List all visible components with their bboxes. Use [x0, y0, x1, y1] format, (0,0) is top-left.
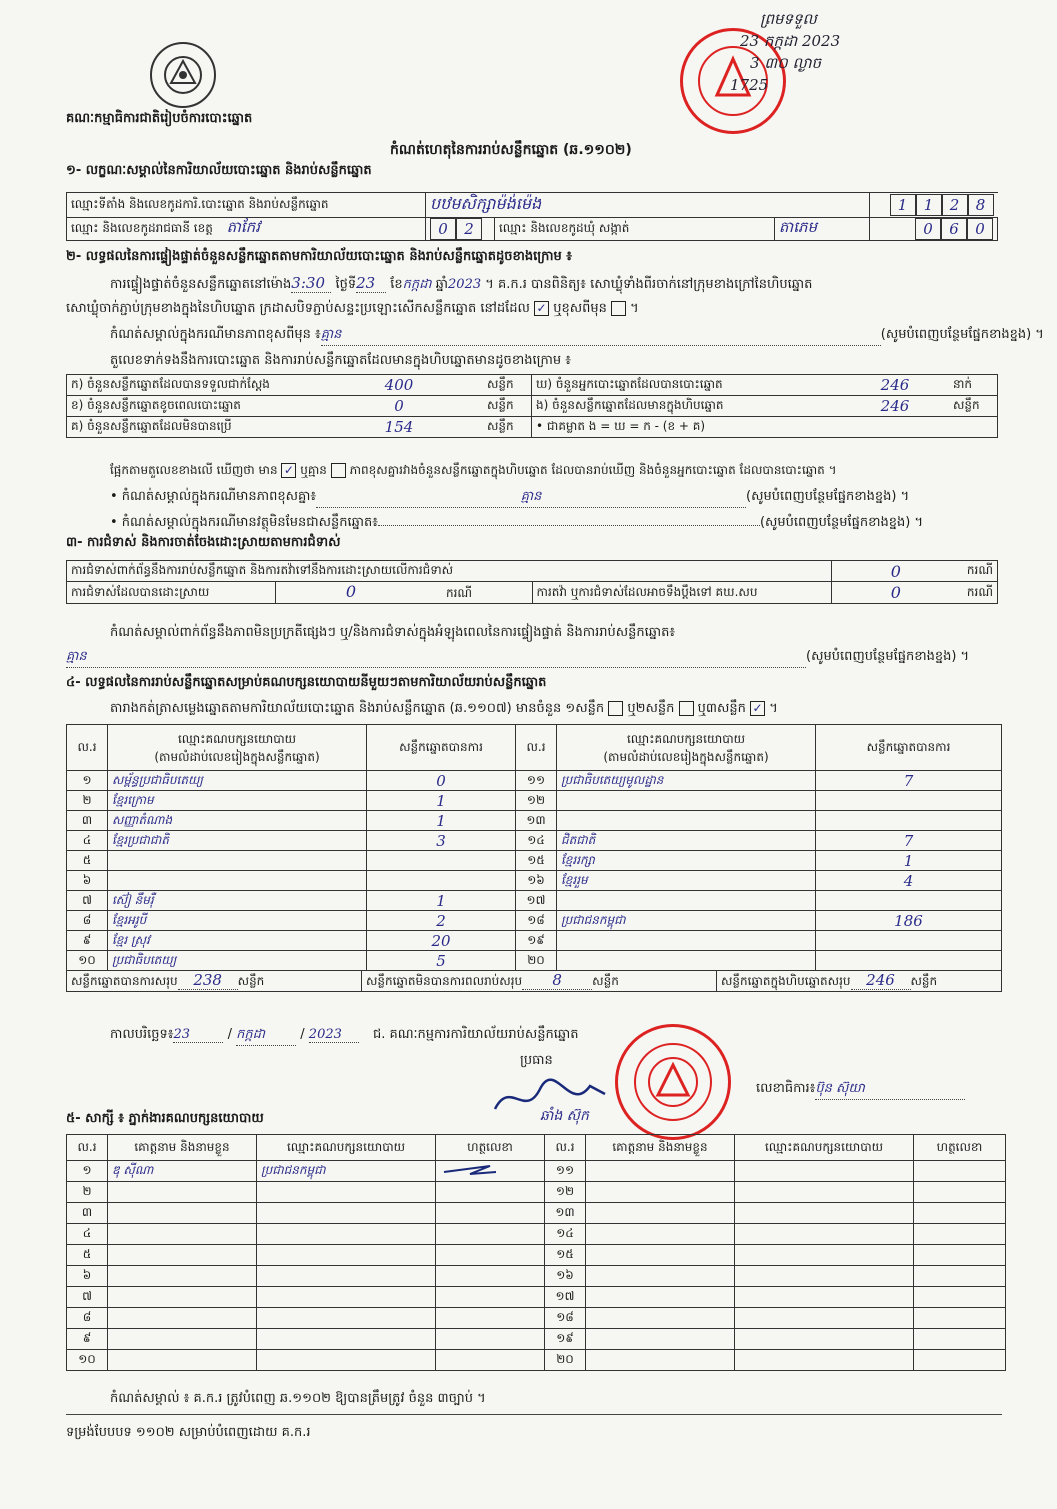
tally-table — [66, 374, 998, 438]
s3-note: កំណត់សម្គាល់ពាក់ព័ន្ធនឹងភាពមិនប្រក្រតីផ្សេងៗ ឬ/និងការជំទាស់ក្នុងអំឡុងពេលនៃការផ្ទៀងផ្ទាត់ និងការរាប់សន្លឹកឆ្នោត៖ — [110, 625, 676, 640]
party-votes: 7 — [816, 831, 1002, 851]
results-row — [67, 871, 1002, 891]
witness-party — [257, 1203, 436, 1224]
total-in-box: 246 — [851, 971, 911, 990]
party-name: ខ្មែរ ស្រុវ — [108, 931, 367, 951]
results-row — [67, 911, 1002, 931]
s4-intro: តារាងកត់ត្រាសម្លេងឆ្នោតតាមការិយាល័យបោះឆ្នោត និងរាប់សន្លឹកឆ្នោត (ឆ.១១០៧) មានចំនួន ១សន្លឹក ឬ២សន្លឹក ឬ៣សន្លឹក ✓ ។ — [110, 701, 778, 716]
row-number: ១១ — [545, 1161, 586, 1182]
row-number: ៧ — [67, 891, 108, 911]
witness-name — [586, 1224, 735, 1245]
stamp-line-3: 3 ៣០ ល្ងាច — [750, 54, 822, 72]
witness-name — [586, 1203, 735, 1224]
table-intro: តួលេខទាក់ទងនឹងការបោះឆ្នោត និងការរាប់សន្លឹកឆ្នោតដែលមានក្នុងហិបឆ្នោតមានដូចខាងក្រោម ៖ — [110, 353, 571, 368]
location-code — [869, 193, 998, 218]
party-votes: 1 — [367, 791, 516, 811]
row-number: ៥ — [67, 851, 108, 871]
one-sheet-checkbox[interactable] — [608, 701, 623, 716]
row-number: ១១ — [516, 771, 557, 791]
section-5-heading: ៥- សាក្សី ៖ ភ្នាក់ងារគណបក្សនយោបាយ — [66, 1111, 264, 1126]
witness-party — [257, 1287, 436, 1308]
results-row — [67, 811, 1002, 831]
witness-name — [586, 1287, 735, 1308]
party-name: ខ្មែររក្សា — [557, 851, 816, 871]
witness-signature — [914, 1224, 1006, 1245]
witness-signature — [914, 1245, 1006, 1266]
footer-divider — [66, 1414, 1002, 1415]
tally-value: 246 — [841, 396, 949, 417]
witness-name — [586, 1350, 735, 1371]
row-number: ១៩ — [516, 931, 557, 951]
total-valid: 238 — [178, 971, 238, 990]
witness-signature — [914, 1203, 1006, 1224]
section-1-heading: ១- លក្ខណៈសម្គាល់នៃការិយាល័យបោះឆ្នោត និងរាប់សន្លឹកឆ្នោត — [66, 163, 372, 178]
results-row — [67, 851, 1002, 871]
witness-signature — [914, 1287, 1006, 1308]
verify-line-1: ការផ្ទៀងផ្ទាត់ចំនួនសន្លឹកឆ្នោតនៅម៉ោង3:30 ថ្ងៃទី23 ខែកក្កដា ឆ្នាំ2023 ។ គ.ក.រ បានពិនិត្យ៖ សោឃ្លុំទាំងពីរចាក់នៅក្រុមខាងក្រៅនៃហិបឆ្នោត — [110, 274, 813, 292]
witness-row — [67, 1350, 1006, 1371]
witness-party — [735, 1161, 914, 1182]
row-number: ៣ — [67, 1203, 108, 1224]
party-name: ប្រជាធិបតេយ្យ — [108, 951, 367, 971]
party-votes — [367, 871, 516, 891]
commune-value: តាភេម — [774, 218, 869, 241]
party-votes — [367, 851, 516, 871]
witness-party — [735, 1182, 914, 1203]
row-number: ២០ — [545, 1350, 586, 1371]
witness-party — [735, 1224, 914, 1245]
total-invalid: 8 — [522, 971, 592, 990]
witness-row — [67, 1245, 1006, 1266]
row-number: ១២ — [516, 791, 557, 811]
party-votes — [816, 931, 1002, 951]
province-row — [67, 218, 426, 241]
row-number: ១២ — [545, 1182, 586, 1203]
party-name: ស៊ៀ នឹមរ៉ឺ — [108, 891, 367, 911]
bullet-objects: • កំណត់សម្គាល់ក្នុងករណីមានវត្ថុមិនមែនជាសន្លឹកឆ្នោត៖ (សូមបំពេញបន្ថែមផ្នែកខាងខ្នង) ។ — [110, 515, 924, 530]
secretary-line: លេខាធិការ៖ប៊ុន ស៊ុយា — [756, 1080, 965, 1100]
province-code: 0 2 — [426, 218, 495, 241]
witness-party — [735, 1350, 914, 1371]
party-votes: 186 — [816, 911, 1002, 931]
witness-party — [735, 1287, 914, 1308]
row-number: ១៧ — [516, 891, 557, 911]
verify-line-2: សោឃ្លុំចាក់ភ្ជាប់ក្រុមខាងក្នុងនៃហិបឆ្នោត ក្រដាសបិទភ្ជាប់សន្ទះប្រឡោះសើកសន្លឹកឆ្នោត នៅដដែល ✓ ឬខុសពីមុន ។ — [66, 301, 639, 316]
results-row — [67, 891, 1002, 911]
row-number: ១ — [67, 1161, 108, 1182]
row-number: ៧ — [67, 1287, 108, 1308]
org-name: គណៈកម្មាធិការជាតិរៀបចំការបោះឆ្នោត — [66, 111, 253, 126]
three-sheet-checkbox[interactable]: ✓ — [750, 701, 765, 716]
party-name — [557, 951, 816, 971]
witness-party: ប្រជាជនកម្ពុជា — [257, 1161, 436, 1182]
results-row — [67, 791, 1002, 811]
row-number: ១៣ — [545, 1203, 586, 1224]
witness-name — [108, 1266, 257, 1287]
code-digit: 1 — [916, 194, 942, 216]
witness-party — [257, 1224, 436, 1245]
verify-time: 3:30 — [291, 274, 331, 293]
code-digit: 2 — [942, 194, 968, 216]
compare-line: ផ្អែកតាមតួលេខខាងលើ ឃើញថា មាន ✓ ឬគ្មាន ភាពខុសគ្នារវាងចំនួនសន្លឹកឆ្នោតក្នុងហិបឆ្នោត ដែលបានរាប់ឃើញ និងចំនួនអ្នកបោះឆ្នោត ដែលបានបោះឆ្នោត ។ — [110, 463, 837, 477]
location-value: បឋមសិក្សាម៉ង់ម៉េង — [426, 193, 870, 218]
witness-row — [67, 1266, 1006, 1287]
witness-name — [108, 1203, 257, 1224]
code-digit: 8 — [968, 194, 994, 216]
row-number: ១៦ — [545, 1266, 586, 1287]
party-name — [557, 811, 816, 831]
witness-signature — [436, 1308, 545, 1329]
party-votes: 5 — [367, 951, 516, 971]
witness-name — [108, 1287, 257, 1308]
witness-row — [67, 1182, 1006, 1203]
office-seal — [615, 1024, 731, 1140]
row-number: ១០ — [67, 951, 108, 971]
row-number: ៥ — [67, 1245, 108, 1266]
witness-row — [67, 1287, 1006, 1308]
section-1-table — [66, 192, 998, 241]
results-table: ល.រ ឈ្មោះគណបក្សនយោបាយ (តាមលំដាប់លេខរៀងក្នុងសន្លឹកឆ្នោត) សន្លឹកឆ្នោតបានការ ល.រ ឈ្មោះគណបក្សនយោបាយ (តាមលំដាប់លេខរៀងក្នុងសន្លឹកឆ្នោត) សន្លឹកឆ្នោតបានការ ១ សម្ព័ន្ធប្រជាធិបតេយ្យ 0 ១១ ប្រជាធិបតេយ្យមូលដ្ឋាន 7 ២ ខ្មែរក្រោម 1 ១២ ៣ សញ្ញាតំណាង 1 ១៣ ៤ ខ្មែរប្រជាជាតិ 3 ១៤ ជិតជាតិ 7 ៥ ១៥ ខ្មែររក្សា 1 ៦ ១៦ ខ្មែររួម 4 ៧ ស៊ៀ នឹមរ៉ឺ 1 ១៧ ៨ ខ្មែរអរូបី 2 ១៨ ប្រជាជនកម្ពុជា 186 ៩ ខ្មែរ ស្រុវ 20 ១៩ ១០ ប្រជាធិបតេយ្យ 5 ២០ សន្លឹកឆ្នោតបានការសរុប 238 សន្លឹក សន្លឹកឆ្នោតមិនបានការពលរាប់សរុប 8 សន្លឹក សន្លឹកឆ្នោតក្នុងហិបឆ្នោតសរុប 246 សន្លឹក — [66, 724, 1002, 992]
party-votes: 20 — [367, 931, 516, 951]
difference-note-value: គ្មាន — [321, 326, 881, 346]
witness-signature — [436, 1203, 545, 1224]
date-line: កាលបរិច្ឆេទ៖23 / កក្កដា / 2023 ជ. គណៈកម្មការការិយាល័យរាប់សន្លឹកឆ្នោត — [110, 1026, 578, 1046]
party-name: សម្ព័ន្ធប្រជាធិបតេយ្យ — [108, 771, 367, 791]
stamp-line-4: 1725 — [730, 76, 769, 94]
party-name — [108, 871, 367, 891]
witness-party — [257, 1182, 436, 1203]
party-votes — [816, 951, 1002, 971]
witness-name — [586, 1161, 735, 1182]
stamp-handwriting — [730, 8, 841, 96]
commune-code: 0 6 0 — [869, 218, 998, 241]
witness-table: ល.រ គោត្តនាម និងនាមខ្លួន ឈ្មោះគណបក្សនយោបាយ ហត្ថលេខា ល.រ គោត្តនាម និងនាមខ្លួន ឈ្មោះគណបក្សនយោបាយ ហត្ថលេខា ១ ឌុ ស៊ីណា ប្រជាជនកម្ពុជា ១១ ២ ១២ ៣ ១៣ ៤ ១៤ ៥ ១៥ ៦ ១៦ ៧ ១៧ ៨ ១៨ ៩ ១៩ ១០ ២០ — [66, 1134, 1006, 1371]
party-name: ជិតជាតិ — [557, 831, 816, 851]
row-number: ១៤ — [516, 831, 557, 851]
witness-party — [735, 1266, 914, 1287]
witness-signature — [436, 1329, 545, 1350]
witness-row — [67, 1161, 1006, 1182]
row-number: ២ — [67, 791, 108, 811]
witness-signature — [436, 1266, 545, 1287]
tally-row: ខ) ចំនួនសន្លឹកឆ្នោតខូចពេលបោះឆ្នោត 0 សន្លឹក ង) ចំនួនសន្លឹកឆ្នោតដែលមានក្នុងហិបឆ្នោត 246 សន្លឹក — [67, 396, 998, 417]
row-number: ១០ — [67, 1350, 108, 1371]
row-number: ១៤ — [545, 1224, 586, 1245]
results-row — [67, 831, 1002, 851]
footer-text: ទម្រង់បែបបទ ១១០២ សម្រាប់បំពេញដោយ គ.ក.រ — [66, 1425, 311, 1440]
witness-row — [67, 1308, 1006, 1329]
tally-row: ក) ចំនួនសន្លឹកឆ្នោតដែលបានទទួលជាក់ស្តែង 400 សន្លឹក ឃ) ចំនួនអ្នកបោះឆ្នោតដែលបានបោះឆ្នោត 246 នាក់ — [67, 375, 998, 396]
witness-signature — [914, 1308, 1006, 1329]
party-votes: 1 — [816, 851, 1002, 871]
party-name: ខ្មែររួម — [557, 871, 816, 891]
tally-value: 154 — [315, 417, 483, 438]
party-votes: 2 — [367, 911, 516, 931]
witness-party — [257, 1266, 436, 1287]
witness-row — [67, 1224, 1006, 1245]
row-number: ៦ — [67, 871, 108, 891]
witness-party — [257, 1350, 436, 1371]
verify-year: 2023 — [448, 277, 482, 292]
stamp-line-2: 23 កក្កដា 2023 — [740, 32, 841, 50]
witness-name — [108, 1224, 257, 1245]
party-name: ខ្មែរអរូបី — [108, 911, 367, 931]
witness-signature — [914, 1329, 1006, 1350]
bullet-difference: • កំណត់សម្គាល់ក្នុងករណីមានភាពខុសគ្នា៖ គ្មាន (សូមបំពេញបន្ថែមផ្នែកខាងខ្នង) ។ — [110, 488, 909, 508]
party-votes — [816, 891, 1002, 911]
tally-value: 246 — [841, 375, 949, 396]
president-name: ឆាំង ស៊ុក — [540, 1108, 589, 1124]
party-votes: 1 — [367, 891, 516, 911]
two-sheet-checkbox[interactable] — [679, 701, 694, 716]
party-votes — [816, 791, 1002, 811]
witness-name — [586, 1245, 735, 1266]
totals-row: សន្លឹកឆ្នោតបានការសរុប 238 សន្លឹក សន្លឹកឆ្នោតមិនបានការពលរាប់សរុប 8 សន្លឹក សន្លឹកឆ្នោតក្នុងហិបឆ្នោតសរុប 246 សន្លឹក — [67, 971, 1002, 992]
row-number: ២០ — [516, 951, 557, 971]
tally-value: 0 — [315, 396, 483, 417]
witness-name — [108, 1182, 257, 1203]
row-number: ១៥ — [516, 851, 557, 871]
witness-name: ឌុ ស៊ីណា — [108, 1161, 257, 1182]
witness-signature — [436, 1161, 545, 1182]
verify-day: 23 — [356, 274, 386, 293]
nec-logo — [150, 42, 216, 108]
difference-note: កំណត់សម្គាល់ក្នុងករណីមានភាពខុសពីមុន ៖គ្មាន (សូមបំពេញបន្ថែមផ្នែកខាងខ្នង) ។ — [110, 326, 1044, 346]
witness-signature — [436, 1245, 545, 1266]
verify-month: កក្កដា — [402, 277, 432, 292]
row-number: ២ — [67, 1182, 108, 1203]
s5-note: កំណត់សម្គាល់ ៖ គ.ក.រ ត្រូវបំពេញ ឆ.១១០២ ឱ្យបានត្រឹមត្រូវ ចំនួន ៣ច្បាប់ ។ — [110, 1391, 486, 1406]
party-name — [557, 791, 816, 811]
has-difference-checkbox[interactable]: ✓ — [281, 463, 296, 478]
witness-party — [735, 1203, 914, 1224]
objection-count: 0 — [831, 561, 960, 582]
witness-name — [586, 1266, 735, 1287]
no-difference-checkbox[interactable] — [331, 463, 346, 478]
row-number: ៤ — [67, 831, 108, 851]
party-votes — [816, 811, 1002, 831]
witness-signature — [436, 1182, 545, 1203]
section-3-heading: ៣- ការជំទាស់ និងការចាត់ចែងដោះស្រាយតាមការជំទាស់ — [66, 535, 341, 550]
bullet-difference-value: គ្មាន — [316, 488, 746, 508]
row-number: ១៨ — [516, 911, 557, 931]
party-name: ខ្មែរប្រជាជាតិ — [108, 831, 367, 851]
witness-party — [735, 1308, 914, 1329]
province-value: តាកែវ — [226, 218, 260, 236]
witness-signature — [436, 1287, 545, 1308]
party-name: ខ្មែរក្រោម — [108, 791, 367, 811]
row-number: ១៧ — [545, 1287, 586, 1308]
party-votes: 1 — [367, 811, 516, 831]
row-number: ១៩ — [545, 1329, 586, 1350]
witness-signature — [914, 1266, 1006, 1287]
party-name: សញ្ញាតំណាង — [108, 811, 367, 831]
row-number: ៩ — [67, 1329, 108, 1350]
witness-party — [257, 1245, 436, 1266]
witness-party — [257, 1308, 436, 1329]
stamp-line-1: ព្រមទទួល — [760, 10, 817, 28]
witness-signature — [914, 1161, 1006, 1182]
president-label: ប្រធាន — [520, 1053, 553, 1068]
appeal-count: 0 — [831, 582, 960, 604]
same-checkbox[interactable]: ✓ — [534, 301, 549, 316]
witness-name — [108, 1245, 257, 1266]
tally-row: គ) ចំនួនសន្លឹកឆ្នោតដែលមិនបានប្រើ 154 សន្លឹក • ជាគម្លាត ង = ឃ = ក - (ខ + គ) — [67, 417, 998, 438]
witness-name — [586, 1182, 735, 1203]
witness-name — [108, 1329, 257, 1350]
form-title: កំណត់ហេតុនៃការរាប់សន្លឹកឆ្នោត (ឆ.១១០២) — [390, 142, 632, 158]
witness-signature — [914, 1350, 1006, 1371]
s3-note-value: គ្មាន — [66, 648, 806, 668]
witness-party — [735, 1245, 914, 1266]
witness-name — [108, 1308, 257, 1329]
location-label: ឈ្មោះទីតាំង និងលេខកូដការិ.បោះឆ្នោត និងរាប់សន្លឹកឆ្នោត — [67, 193, 426, 218]
results-row — [67, 951, 1002, 971]
row-number: ៩ — [67, 931, 108, 951]
party-votes: 7 — [816, 771, 1002, 791]
code-digit: 1 — [890, 194, 916, 216]
party-name — [557, 931, 816, 951]
party-name: ប្រជាធិបតេយ្យមូលដ្ឋាន — [557, 771, 816, 791]
row-number: ៨ — [67, 911, 108, 931]
results-row — [67, 771, 1002, 791]
different-checkbox[interactable] — [611, 301, 626, 316]
witness-row — [67, 1329, 1006, 1350]
results-row — [67, 931, 1002, 951]
party-name — [557, 891, 816, 911]
witness-party — [257, 1329, 436, 1350]
witness-signature — [436, 1224, 545, 1245]
witness-row — [67, 1203, 1006, 1224]
secretary-signature: ប៊ុន ស៊ុយា — [815, 1080, 965, 1100]
resolved-count: 0 — [345, 582, 357, 601]
row-number: ៣ — [67, 811, 108, 831]
party-name — [108, 851, 367, 871]
s3-note-fill: គ្មាន (សូមបំពេញបន្ថែមផ្នែកខាងខ្នង) ។ — [66, 648, 969, 668]
witness-signature — [914, 1182, 1006, 1203]
row-number: ១៦ — [516, 871, 557, 891]
witness-name — [586, 1329, 735, 1350]
party-votes: 3 — [367, 831, 516, 851]
row-number: ១៨ — [545, 1308, 586, 1329]
section-2-heading: ២- លទ្ធផលនៃការផ្ទៀងផ្ទាត់ចំនួនសន្លឹកឆ្នោតតាមការិយាល័យបោះឆ្នោត និងរាប់សន្លឹកឆ្នោតដូចខាងក្រោម ៖ — [66, 249, 572, 264]
row-number: ៦ — [67, 1266, 108, 1287]
witness-signature — [436, 1350, 545, 1371]
commune-label: ឈ្មោះ និងលេខកូដឃុំ សង្កាត់ — [495, 218, 775, 241]
party-votes: 0 — [367, 771, 516, 791]
resolved-cell: 0 ករណី — [276, 582, 533, 604]
row-number: ៤ — [67, 1224, 108, 1245]
row-number: ១៥ — [545, 1245, 586, 1266]
witness-name — [586, 1308, 735, 1329]
province-label: ឈ្មោះ និងលេខកូដរាជធានី ខេត្ត — [71, 221, 213, 235]
tally-value: 400 — [315, 375, 483, 396]
witness-party — [735, 1329, 914, 1350]
section-4-heading: ៤- លទ្ធផលនៃការរាប់សន្លឹកឆ្នោតសម្រាប់គណបក្សនយោបាយនីមួយៗតាមការិយាល័យរាប់សន្លឹកឆ្នោត — [66, 675, 547, 690]
row-number: ១៣ — [516, 811, 557, 831]
row-number: ៨ — [67, 1308, 108, 1329]
party-name: ប្រជាជនកម្ពុជា — [557, 911, 816, 931]
row-number: ១ — [67, 771, 108, 791]
objection-table: ការជំទាស់ពាក់ព័ន្ធនឹងការរាប់សន្លឹកឆ្នោត និងការតវ៉ាទៅនឹងការដោះស្រាយលើការជំទាស់ 0 ករណី ការជំទាស់ដែលបានដោះស្រាយ 0 ករណី ការតវ៉ា ឬការជំទាស់ដែលអាចទឹងប្តឹងទៅ គឃ.សប 0 ករណី — [66, 560, 998, 604]
party-votes: 4 — [816, 871, 1002, 891]
witness-name — [108, 1350, 257, 1371]
